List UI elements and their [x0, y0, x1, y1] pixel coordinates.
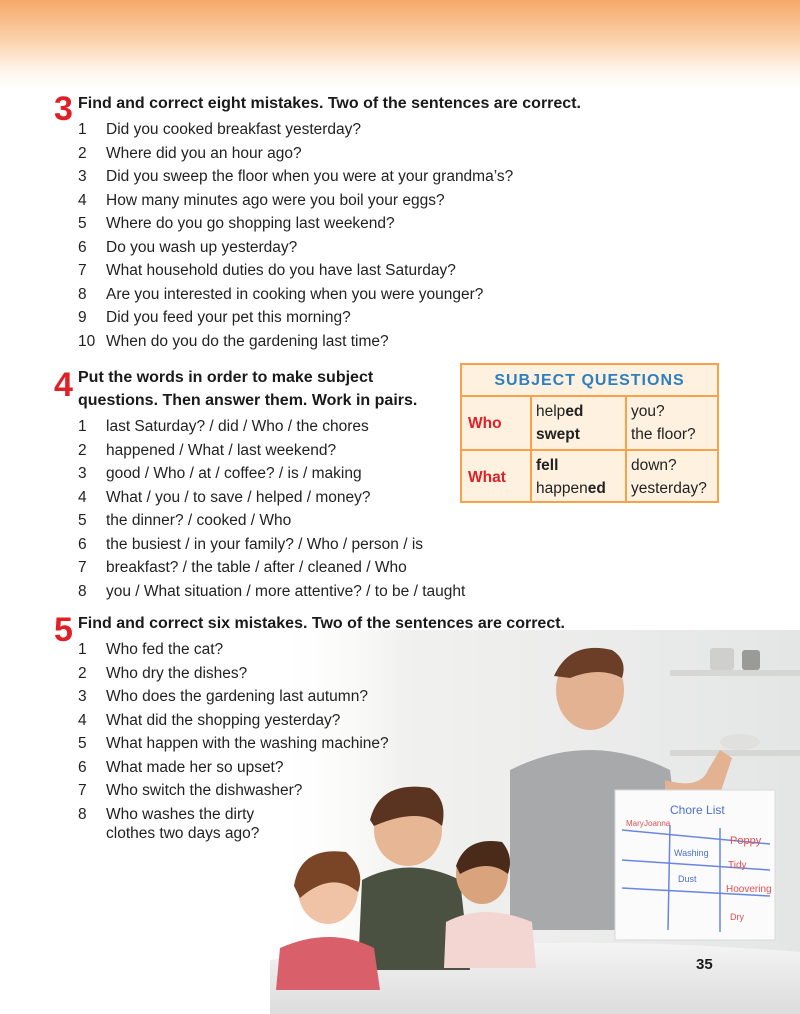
list-item-text: the busiest / in your family? / Who / person / is — [106, 535, 424, 553]
list-item-text: Where did you an hour ago? — [106, 144, 302, 162]
board-word: Mary — [626, 819, 644, 828]
list-item-text: last Saturday? / did / Who / the chores — [106, 418, 369, 435]
board-word: Joanna — [644, 819, 671, 828]
subject-questions-row-what — [462, 449, 717, 501]
list-item-number: 2 — [78, 441, 87, 459]
list-item-text: What happen with the washing machine? — [106, 735, 389, 752]
object-text: you? — [631, 403, 665, 420]
exercise-5-number: 5 — [54, 611, 72, 649]
exercise-4-title-line2: questions. Then answer them. Work in pairs. — [78, 392, 418, 409]
exercise-3-title: Find and correct eight mistakes. Two of the sentences are correct. — [78, 95, 581, 112]
list-item-number: 6 — [78, 535, 87, 553]
verb-cell — [532, 451, 627, 503]
subject-word-what: What — [462, 451, 532, 503]
list-item-text: Are you interested in cooking when you were younger? — [106, 285, 484, 303]
list-item-text: What made her so upset? — [106, 758, 284, 776]
list-item-text: Did you cooked breakfast yesterday? — [106, 121, 362, 138]
list-item-number: 1 — [78, 641, 87, 658]
list-item-text: What household duties do you have last Saturday? — [106, 262, 456, 279]
list-item-number: 3 — [78, 688, 87, 705]
board-word: Poppy — [730, 835, 762, 847]
list-item-number: 7 — [78, 782, 87, 799]
list-item-text: breakfast? / the table / after / cleaned / Who — [106, 559, 407, 576]
board-word: Dust — [678, 874, 697, 884]
verb-stem: happen — [536, 480, 588, 497]
verb-stem: help — [536, 403, 566, 420]
exercise-5-item-8-continuation — [106, 822, 259, 845]
subject-questions-heading: SUBJECT QUESTIONS — [462, 365, 717, 397]
list-item-number: 2 — [78, 664, 87, 682]
board-word: Washing — [674, 848, 709, 858]
verb-irregular: fell — [536, 457, 559, 474]
object-cell — [627, 451, 717, 503]
bowl — [720, 734, 760, 750]
board-word: Dry — [730, 912, 744, 922]
list-item-text: What / you / to save / helped / money? — [106, 488, 371, 506]
list-item-text: What did the shopping yesterday? — [106, 711, 341, 729]
list-item-number: 4 — [78, 711, 87, 729]
object-text: down? — [631, 457, 677, 474]
page-header-band — [0, 0, 800, 90]
list-item-number: 5 — [78, 512, 87, 529]
list-item-text: When do you do the gardening last time? — [106, 332, 389, 350]
list-item-number: 1 — [78, 418, 87, 435]
subject-questions-table — [460, 363, 719, 503]
list-item-text: Where do you go shopping last weekend? — [106, 215, 395, 232]
list-item-number: 6 — [78, 238, 87, 256]
list-item-number: 1 — [78, 121, 87, 138]
list-item-number: 5 — [78, 735, 87, 752]
object-text: the floor? — [631, 426, 696, 443]
object-text: yesterday? — [631, 480, 707, 497]
shelf — [670, 670, 800, 676]
list-item-text: Did you sweep the floor when you were at your grandma’s? — [106, 168, 514, 185]
list-item-number: 5 — [78, 215, 87, 232]
verb-irregular: swept — [536, 426, 580, 443]
list-item-number: 4 — [78, 191, 87, 209]
list-item-text: Who switch the dishwasher? — [106, 782, 303, 799]
list-item-number: 7 — [78, 262, 87, 279]
girl-top — [444, 912, 536, 968]
list-item-text: Who does the gardening last autumn? — [106, 688, 368, 705]
list-item-text: Who dry the dishes? — [106, 664, 248, 682]
list-item-number: 8 — [78, 805, 87, 823]
verb-ending: ed — [587, 480, 606, 497]
list-item-text: Who washes the dirty — [106, 805, 255, 823]
chore-list-board — [615, 790, 775, 940]
list-item-text: good / Who / at / coffee? / is / making — [106, 465, 362, 482]
list-item-number: 9 — [78, 309, 87, 326]
list-item-number: 2 — [78, 144, 87, 162]
jar — [742, 650, 760, 670]
exercise-3-number: 3 — [54, 90, 72, 128]
list-item-number: 8 — [78, 582, 87, 600]
exercise-4-number: 4 — [54, 366, 72, 404]
shelf — [670, 750, 800, 756]
page-number: 35 — [696, 956, 713, 973]
young-girl-top — [276, 937, 380, 990]
jar — [710, 648, 734, 670]
list-item-text: clothes two days ago? — [106, 825, 260, 842]
exercise-4-title-line1: Put the words in order to make subject — [78, 369, 374, 386]
list-item-text: the dinner? / cooked / Who — [106, 512, 292, 529]
subject-word-who: Who — [462, 397, 532, 449]
list-item-number: 7 — [78, 559, 87, 576]
list-item-text: How many minutes ago were you boil your eggs? — [106, 191, 445, 209]
board-word: Hoovering — [726, 884, 772, 895]
exercise-5-title: Find and correct six mistakes. Two of the sentences are correct. — [78, 615, 565, 632]
list-item-number: 8 — [78, 285, 87, 303]
board-title: Chore List — [670, 803, 725, 817]
list-item-number: 4 — [78, 488, 87, 506]
list-item-number: 3 — [78, 168, 87, 185]
list-item-text: Who fed the cat? — [106, 641, 224, 658]
subject-questions-row-who — [462, 397, 717, 449]
verb-ending: ed — [565, 403, 584, 420]
list-item-number: 10 — [78, 332, 96, 350]
verb-cell — [532, 397, 627, 449]
list-item-text: Did you feed your pet this morning? — [106, 309, 351, 326]
list-item-text: happened / What / last weekend? — [106, 441, 337, 459]
object-cell — [627, 397, 717, 449]
list-item-number: 3 — [78, 465, 87, 482]
board-word: Tidy — [728, 860, 747, 871]
list-item-text: Do you wash up yesterday? — [106, 238, 298, 256]
list-item-text: you / What situation / more attentive? / to be / taught — [106, 582, 466, 600]
list-item-number: 6 — [78, 758, 87, 776]
